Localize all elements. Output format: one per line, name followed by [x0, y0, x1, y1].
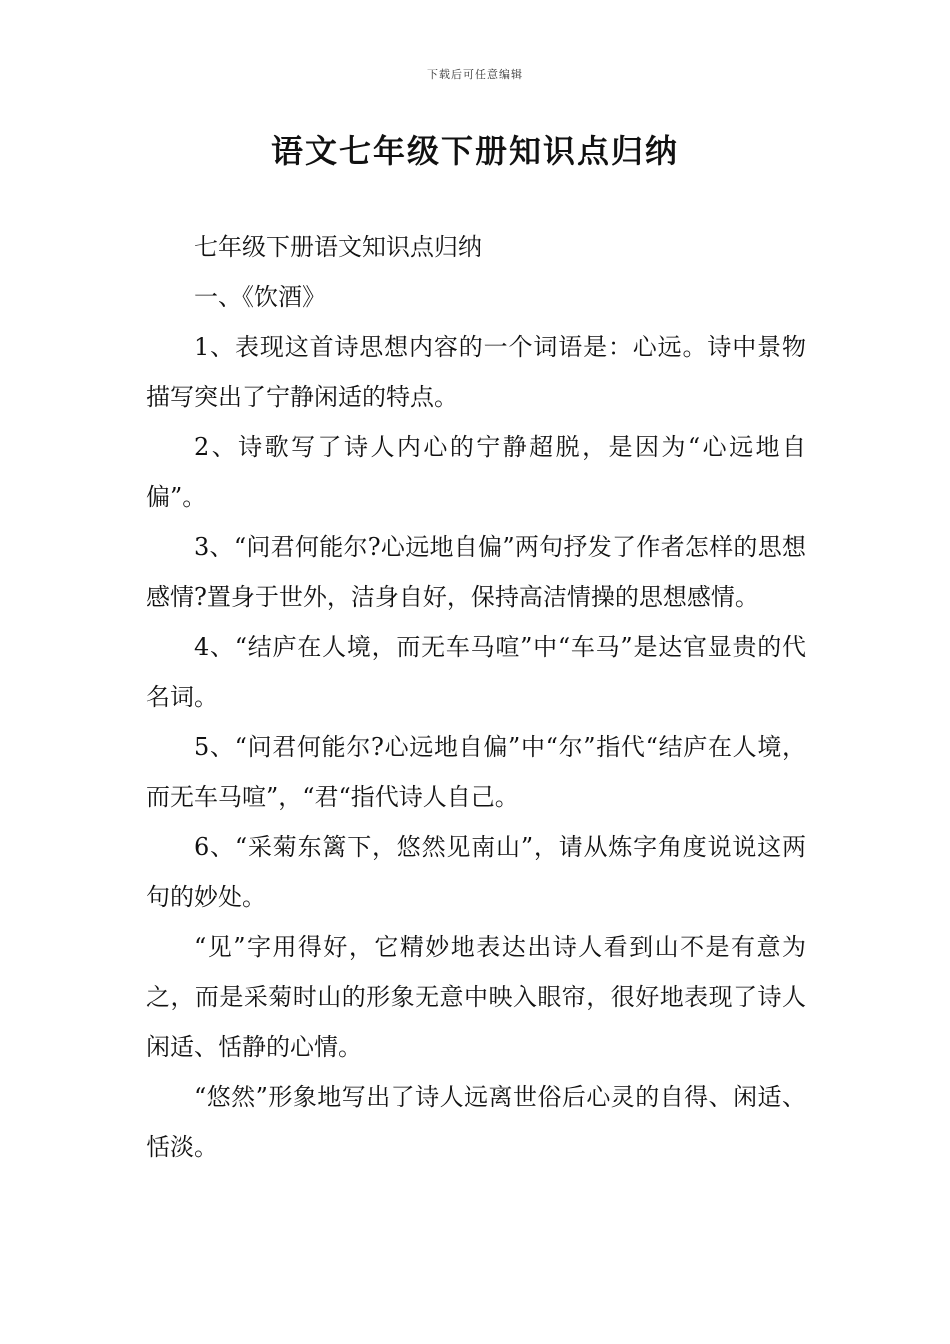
body-paragraph: 2、诗歌写了诗人内心的宁静超脱，是因为“心远地自偏”。 [146, 433, 806, 511]
header-note: 下载后可任意编辑 [427, 68, 523, 81]
body-paragraph: 3、“问君何能尔?心远地自偏”两句抒发了作者怎样的思想感情?置身于世外，洁身自好，保持高洁情操的思想感情。 [146, 533, 806, 611]
document-title: 语文七年级下册知识点归纳 [270, 132, 679, 170]
subtitle-paragraph: 七年级下册语文知识点归纳 [194, 233, 482, 261]
body-paragraph: “见”字用得好，它精妙地表达出诗人看到山不是有意为之，而是采菊时山的形象无意中映入眼帘，很好地表现了诗人闲适、恬静的心情。 [146, 933, 806, 1061]
body-paragraph: “悠然”形象地写出了诗人远离世俗后心灵的自得、闲适、恬淡。 [146, 1083, 806, 1161]
section-heading: 一、《饮酒》 [194, 283, 326, 311]
document-body [146, 222, 806, 1172]
body-paragraph: 4、“结庐在人境，而无车马喧”中“车马”是达官显贵的代名词。 [146, 633, 806, 711]
body-paragraph: 1、表现这首诗思想内容的一个词语是：心远。诗中景物描写突出了宁静闲适的特点。 [146, 333, 806, 411]
body-paragraph: 6、“采菊东篱下，悠然见南山”，请从炼字角度说说这两句的妙处。 [146, 833, 806, 911]
body-paragraph: 5、“问君何能尔?心远地自偏”中“尔”指代“结庐在人境，而无车马喧”，“君“指代诗人自己。 [146, 733, 806, 811]
